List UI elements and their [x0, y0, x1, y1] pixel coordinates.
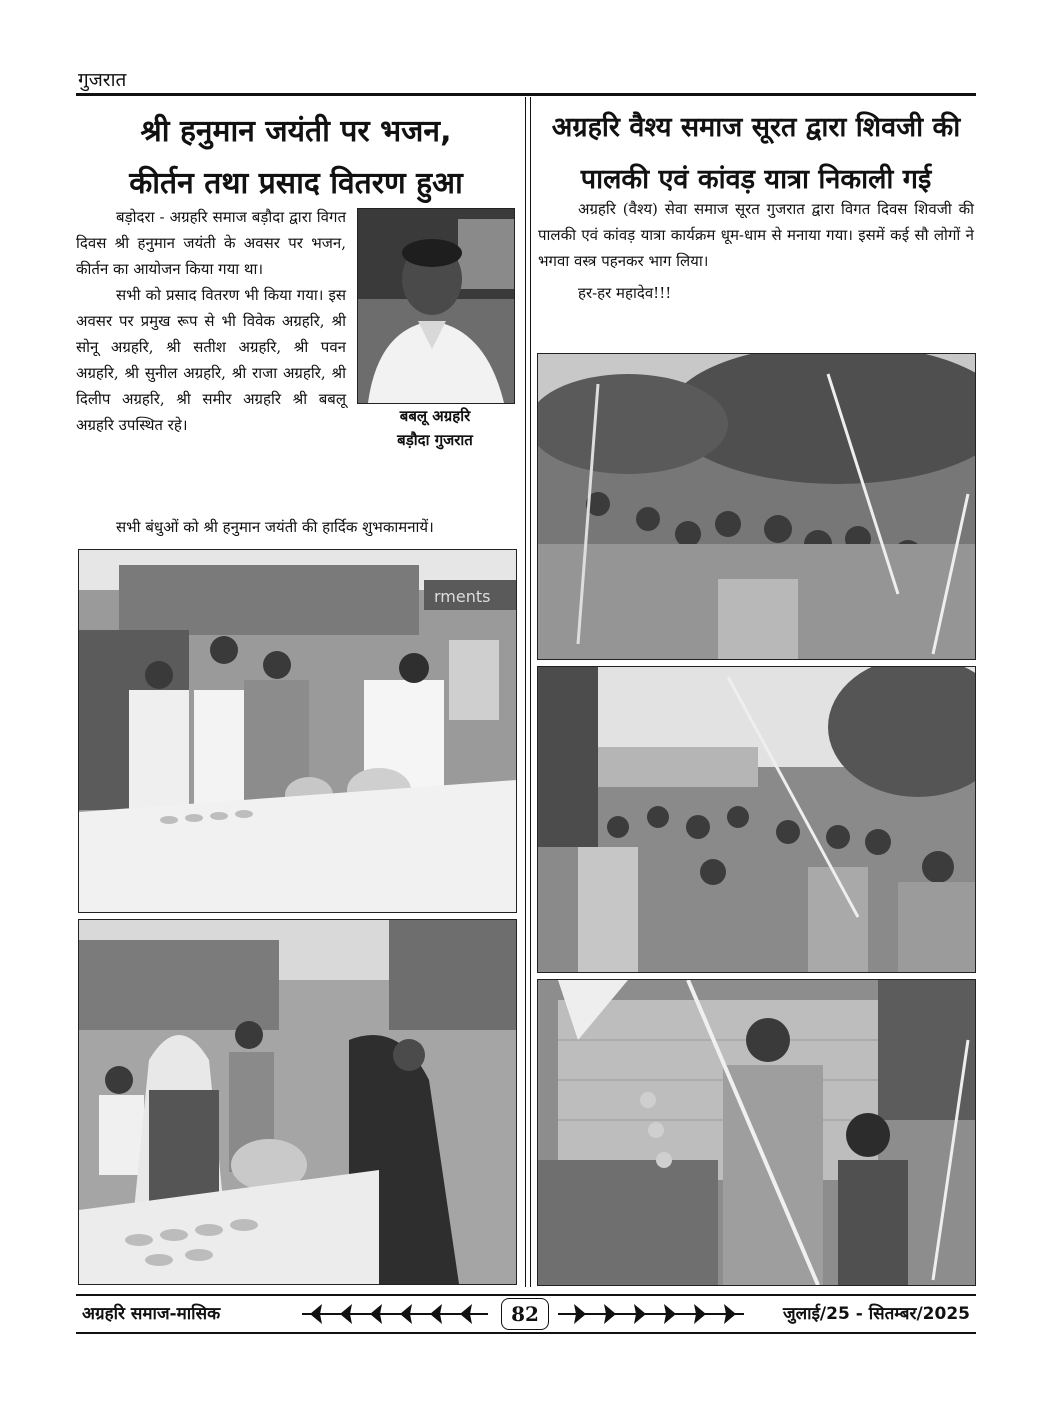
footer-vine-right-ornament — [556, 1302, 746, 1326]
shop-sign-text: rments — [434, 587, 491, 606]
right-headline — [534, 102, 978, 206]
footer-publication: अग्रहरि समाज-मासिक — [82, 1304, 221, 1324]
footer-vine-left-ornament — [300, 1302, 490, 1326]
portrait-caption-name: बबलू अग्रहरि — [399, 407, 471, 425]
right-para-2: हर-हर महादेव!!! — [578, 284, 672, 302]
left-para-2: सभी को प्रसाद वितरण भी किया गया। इस अवसर पर प्रमुख रूप से भी विवेक अग्रहरि, श्री सोनू अग्रहरि, श्री सतीश अग्रहरि, श्री पवन अग्रहरि, श्री सुनील अग्रहरि, श्री राजा अग्रहरि, श्री दिलीप अग्रहरि, श्री समीर अग्रहरि श्री बबलू अग्रहरि उपस्थित रहे। — [76, 286, 346, 434]
left-article-body — [76, 204, 346, 438]
right-headline-line1: अग्रहरि वैश्य समाज सूरत द्वारा शिवजी की — [551, 112, 961, 143]
column-divider-inner — [530, 97, 531, 1287]
photo-kanwar-procession-1 — [537, 353, 976, 660]
footer-issue-date: जुलाई/25 - सितम्बर/2025 — [783, 1304, 970, 1324]
photo-prasad-serving — [78, 919, 517, 1285]
right-article-body — [538, 196, 974, 306]
section-label: गुजरात — [78, 69, 127, 91]
top-rule — [76, 93, 976, 96]
portrait-caption-place: बड़ौदा गुजरात — [397, 431, 473, 449]
left-para-3: सभी बंधुओं को श्री हनुमान जयंती की हार्दिक शुभकामनायें। — [116, 518, 434, 536]
left-article-closing — [76, 514, 516, 540]
right-para-1: अग्रहरि (वैश्य) सेवा समाज सूरत गुजरात द्वारा विगत दिवस शिवजी की पालकी एवं कांवड़ यात्रा कार्यक्रम धूम-धाम से मनाया गया। इसमें कई सौ लोगों ने भगवा वस्त्र पहनकर भाग लिया। — [538, 200, 974, 270]
portrait-caption — [357, 404, 513, 452]
page-number: 82 — [501, 1298, 549, 1330]
left-headline-line2: कीर्तन तथा प्रसाद वितरण हुआ — [129, 166, 463, 201]
column-divider — [525, 97, 526, 1287]
photo-kanwar-devotees — [537, 979, 976, 1286]
left-para-1: बड़ोदरा - अग्रहरि समाज बड़ौदा द्वारा विगत दिवस श्री हनुमान जयंती के अवसर पर भजन, कीर्तन का आयोजन किया गया था। — [76, 208, 346, 278]
photo-prasad-stall — [78, 549, 517, 913]
left-headline-line1: श्री हनुमान जयंती पर भजन, — [140, 114, 452, 149]
left-headline — [76, 106, 516, 210]
footer-bar — [76, 1294, 976, 1334]
portrait-photo — [357, 208, 515, 404]
photo-kanwar-procession-2 — [537, 666, 976, 973]
right-headline-line2: पालकी एवं कांवड़ यात्रा निकाली गई — [580, 164, 932, 195]
